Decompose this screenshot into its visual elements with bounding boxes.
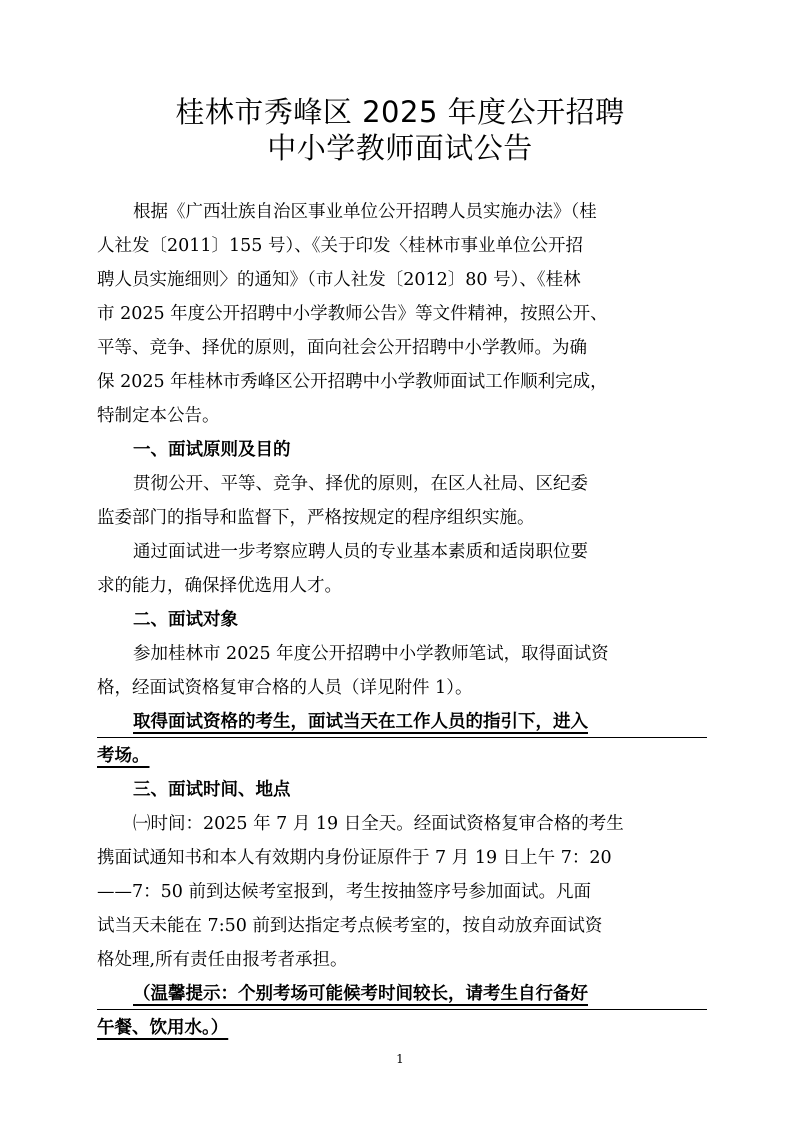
- page-number: 1: [396, 1052, 404, 1066]
- intro-line: 人社发〔2011〕155 号）、《关于印发〈桂林市事业单位公开招: [97, 236, 583, 256]
- section1-line: 求的能力，确保择优选用人才。: [97, 576, 342, 596]
- section3-time-line: ㈠时间：2025 年 7 月 19 日全天。经面试资格复审合格的考生: [133, 814, 624, 834]
- section2-line: 参加桂林市 2025 年度公开招聘中小学教师笔试，取得面试资: [133, 644, 609, 664]
- section-heading-1: 一、面试原则及目的: [133, 440, 291, 460]
- intro-line: 平等、竞争、择优的原则，面向社会公开招聘中小学教师。为确: [97, 338, 587, 358]
- section3-time-line: 试当天未能在 7:50 前到达指定考点候考室的，按自动放弃面试资: [97, 916, 603, 936]
- notice-underline-rule: [97, 737, 707, 738]
- section3-time-line: 携面试通知书和本人有效期内身份证原件于 7 月 19 日上午 7：20: [97, 848, 612, 868]
- section-heading-3: 三、面试时间、地点: [133, 780, 291, 800]
- intro-line: 根据《广西壮族自治区事业单位公开招聘人员实施办法》（桂: [133, 202, 597, 222]
- intro-line: 特制定本公告。: [97, 406, 220, 426]
- section1-line: 通过面试进一步考察应聘人员的专业基本素质和适岗职位要: [133, 542, 588, 562]
- section3-time-line: ——7：50 前到达候考室报到，考生按抽签序号参加面试。凡面: [97, 882, 591, 902]
- intro-line: 聘人员实施细则〉的通知》（市人社发〔2012〕80 号）、《桂林: [97, 270, 581, 290]
- section2-notice-line: 考场。: [97, 746, 150, 766]
- intro-line: 市 2025 年度公开招聘中小学教师公告》等文件精神，按照公开、: [97, 304, 608, 324]
- section2-line: 格，经面试资格复审合格的人员（详见附件 1）。: [97, 678, 473, 698]
- section2-notice-line: 取得面试资格的考生，面试当天在工作人员的指引下，进入: [133, 712, 588, 732]
- page-title-line-2: 中小学教师面试公告: [267, 131, 533, 165]
- section3-time-line: 格处理,所有责任由报考者承担。: [97, 950, 348, 970]
- section-heading-2: 二、面试对象: [133, 610, 238, 630]
- tip-underline-rule: [97, 1009, 707, 1010]
- section3-tip-line: （温馨提示：个别考场可能候考时间较长，请考生自行备好: [133, 984, 588, 1004]
- intro-line: 保 2025 年桂林市秀峰区公开招聘中小学教师面试工作顺利完成，: [97, 372, 608, 392]
- page-title-line-1: 桂林市秀峰区 2025 年度公开招聘: [175, 95, 625, 129]
- section1-line: 监委部门的指导和监督下，严格按规定的程序组织实施。: [97, 508, 535, 528]
- section1-line: 贯彻公开、平等、竞争、择优的原则，在区人社局、区纪委: [133, 474, 588, 494]
- section3-tip-line: 午餐、饮用水。）: [97, 1018, 229, 1038]
